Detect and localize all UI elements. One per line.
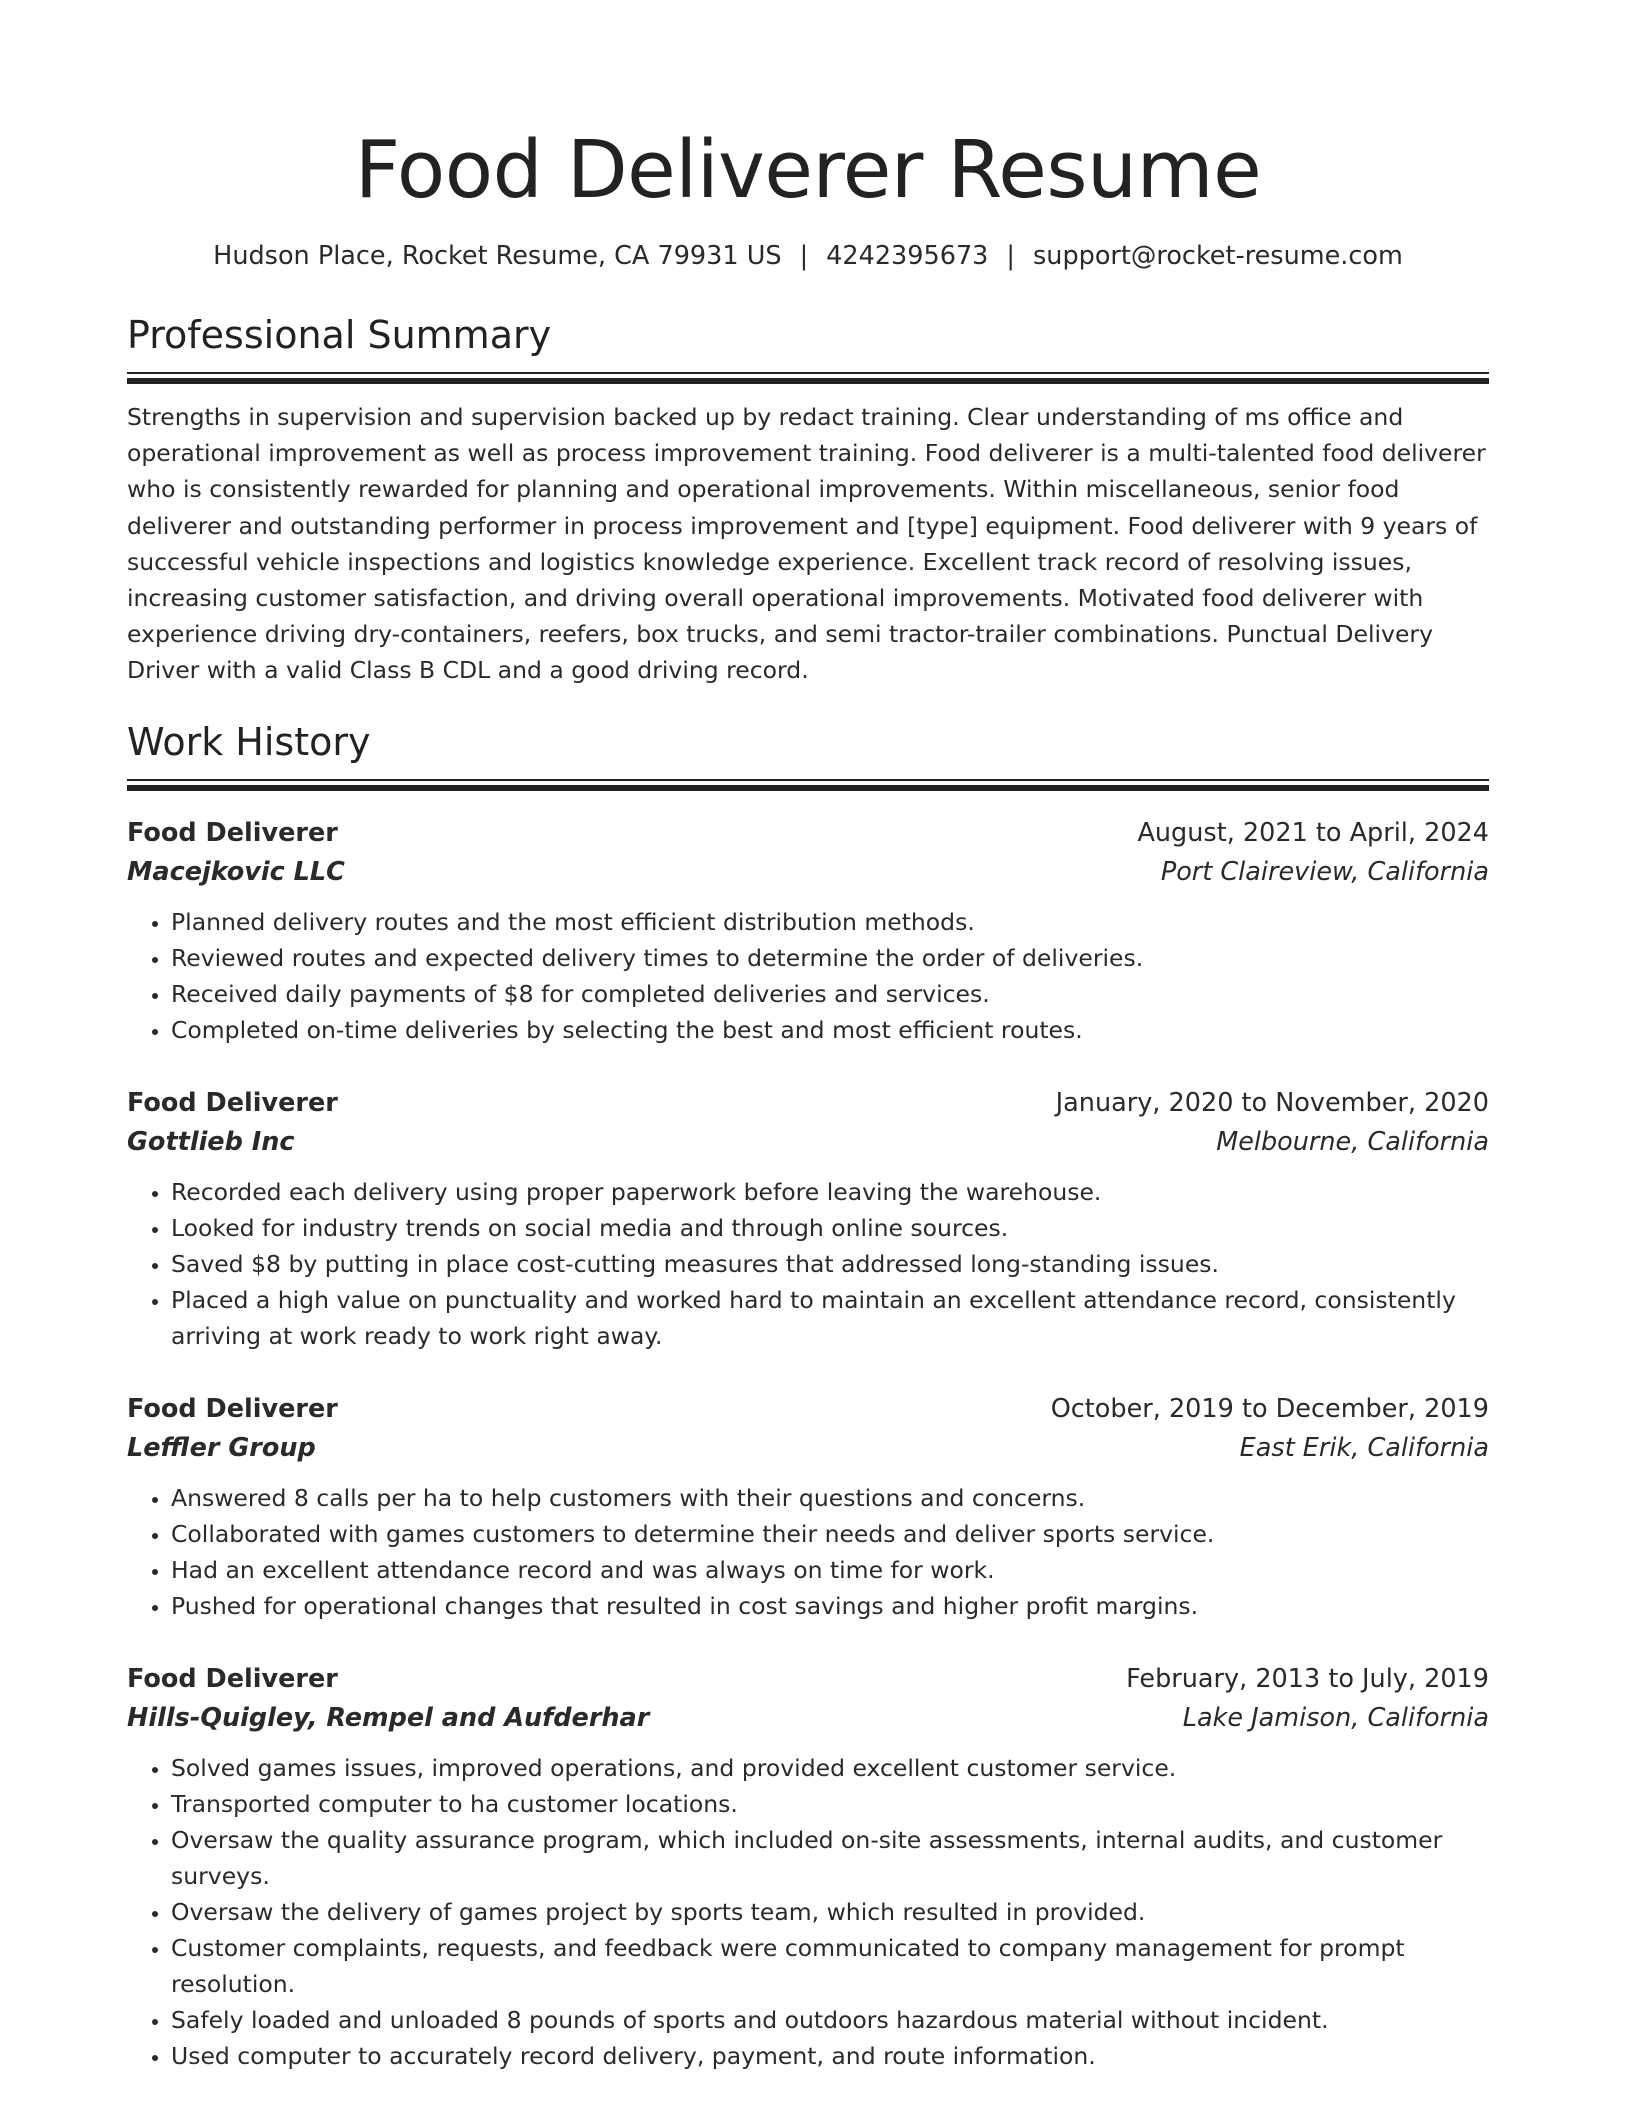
job-bullet-list	[127, 1480, 1489, 1624]
job-location: Melbourne, California	[1216, 1126, 1489, 1157]
job-company: Gottlieb Inc	[127, 1126, 295, 1157]
section-divider	[127, 779, 1489, 790]
job-bullet: • Oversaw the quality assurance program, which included on-site assessments, internal audits, and customer surveys.	[171, 1822, 1489, 1894]
job-bullet: • Reviewed routes and expected delivery times to determine the order of deliveries.	[171, 940, 1489, 976]
contact-email: support@rocket-resume.com	[1033, 241, 1403, 271]
job-company: Hills-Quigley, Rempel and Aufderhar	[127, 1702, 650, 1733]
job-company: Leffler Group	[127, 1432, 316, 1463]
job-bullet: • Planned delivery routes and the most efficient distribution methods.	[171, 904, 1489, 940]
contact-separator: |	[1006, 241, 1015, 271]
job-bullet: • Customer complaints, requests, and feedback were communicated to company management for prompt resolution.	[171, 1930, 1489, 2002]
job-title: Food Deliverer	[127, 1663, 338, 1694]
job-bullet: • Transported computer to ha customer locations.	[171, 1786, 1489, 1822]
job-bullet-list	[127, 904, 1489, 1048]
job-bullet: • Pushed for operational changes that resulted in cost savings and higher profit margins.	[171, 1588, 1489, 1624]
job-bullet: • Received daily payments of $8 for completed deliveries and services.	[171, 976, 1489, 1012]
job-entry	[127, 814, 1489, 1048]
job-bullet: • Saved $8 by putting in place cost-cutting measures that addressed long-standing issues.	[171, 1246, 1489, 1282]
job-bullet: • Safely loaded and unloaded 8 pounds of sports and outdoors hazardous material without incident.	[171, 2002, 1489, 2038]
contact-line	[127, 238, 1489, 274]
job-entry	[127, 1390, 1489, 1624]
job-bullet-list	[127, 1174, 1489, 1354]
job-bullet: • Looked for industry trends on social media and through online sources.	[171, 1210, 1489, 1246]
job-dates: February, 2013 to July, 2019	[1126, 1663, 1489, 1694]
job-bullet: • Oversaw the delivery of games project by sports team, which resulted in provided.	[171, 1894, 1489, 1930]
contact-separator: |	[799, 241, 809, 271]
job-bullet: • Had an excellent attendance record and was always on time for work.	[171, 1552, 1489, 1588]
professional-summary-section	[127, 312, 1489, 689]
job-bullet: • Recorded each delivery using proper paperwork before leaving the warehouse.	[171, 1174, 1489, 1210]
job-dates: August, 2021 to April, 2024	[1137, 817, 1489, 848]
job-title: Food Deliverer	[127, 817, 338, 848]
job-bullet: • Completed on-time deliveries by selecting the best and most efficient routes.	[171, 1012, 1489, 1048]
job-location: Lake Jamison, California	[1182, 1702, 1489, 1733]
job-bullet: • Collaborated with games customers to determine their needs and deliver sports service.	[171, 1516, 1489, 1552]
job-dates: January, 2020 to November, 2020	[1055, 1087, 1489, 1118]
contact-address: Hudson Place, Rocket Resume, CA 79931 US	[213, 241, 782, 271]
section-heading-work-history: Work History	[127, 719, 371, 764]
job-company: Macejkovic LLC	[127, 856, 345, 887]
job-title: Food Deliverer	[127, 1393, 338, 1424]
job-dates: October, 2019 to December, 2019	[1050, 1393, 1489, 1424]
job-bullet: • Solved games issues, improved operations, and provided excellent customer service.	[171, 1750, 1489, 1786]
job-bullet: • Placed a high value on punctuality and worked hard to maintain an excellent attendance record, consistently arriving at work ready to work right away.	[171, 1282, 1489, 1354]
job-location: East Erik, California	[1239, 1432, 1489, 1463]
section-heading-summary: Professional Summary	[127, 313, 552, 357]
section-divider	[127, 372, 1489, 383]
resume-title: Food Deliverer Resume	[354, 124, 1262, 216]
job-bullet-list	[127, 1750, 1489, 2074]
job-entry	[127, 1084, 1489, 1354]
job-title: Food Deliverer	[127, 1087, 338, 1118]
contact-phone: 4242395673	[826, 241, 989, 271]
summary-text: Strengths in supervision and supervision backed up by redact training. Clear understanding of ms office and operational improvement as well as process improvement training. Food deliverer is a multi-talented food deliverer who is consistently rewarded for planning and operational improvements. Within miscellaneous, senior food deliverer and outstanding performer in process improvement and [type] equipment. Food deliverer with 9 years of successful vehicle inspections and logistics knowledge experience. Excellent track record of resolving issues, increasing customer satisfaction, and driving overall operational improvements. Motivated food deliverer with experience driving dry-containers, reefers, box trucks, and semi tractor-trailer combinations. Punctual Delivery Driver with a valid Class B CDL and a good driving record.	[127, 403, 1486, 685]
job-entry	[127, 1660, 1489, 2074]
job-location: Port Claireview, California	[1160, 856, 1489, 887]
job-bullet: • Answered 8 calls per ha to help customers with their questions and concerns.	[171, 1480, 1489, 1516]
resume-page	[127, 120, 1489, 2074]
work-history-section	[127, 719, 1489, 2074]
job-bullet: • Used computer to accurately record delivery, payment, and route information.	[171, 2038, 1489, 2074]
